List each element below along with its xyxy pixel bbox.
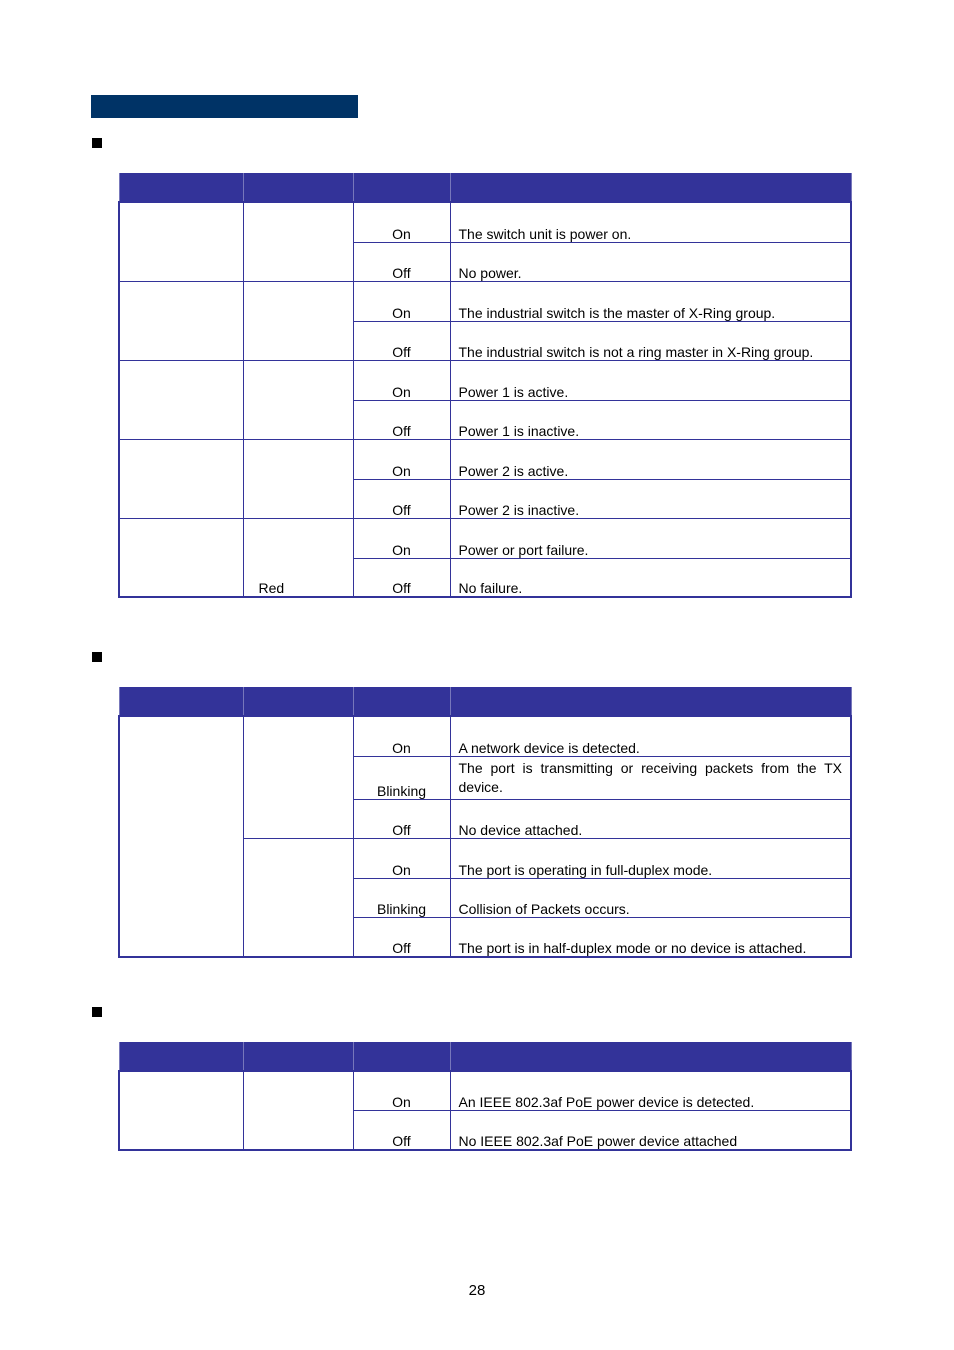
port-led-table [118,687,852,958]
description-cell: The switch unit is power on. [450,202,851,242]
bullet-square-icon [92,652,102,662]
section-heading-bar [91,95,358,118]
page-number: 28 [468,1282,486,1299]
table-row [119,518,851,558]
table-row [119,1071,851,1110]
state-cell: Off [353,1110,450,1150]
description-cell: Power 1 is active. [450,360,851,400]
state-cell: Off [353,479,450,518]
state-cell: On [353,1071,450,1110]
state-cell: On [353,716,450,756]
led-color-cell [243,1071,353,1150]
table-row [119,716,851,756]
bullet-square-icon [92,1007,102,1017]
description-cell: The port is transmitting or receiving packets from the TX device. [450,756,851,799]
description-cell: The port is in half-duplex mode or no device is attached. [450,917,851,957]
poe-led-table [118,1042,852,1151]
state-cell: On [353,518,450,558]
bullet-square-icon [92,138,102,148]
table-header-row [119,687,851,716]
led-name-cell [119,1071,243,1150]
table-row [119,360,851,400]
description-cell: The port is operating in full-duplex mode. [450,838,851,878]
state-cell: On [353,439,450,479]
led-color-cell [243,439,353,518]
state-cell: Blinking [353,756,450,799]
description-cell: No IEEE 802.3af PoE power device attached [450,1110,851,1150]
led-name-cell [119,281,243,360]
description-cell: Power 2 is active. [450,439,851,479]
state-cell: Off [353,799,450,838]
led-color-cell: Red [243,518,353,597]
description-cell: A network device is detected. [450,716,851,756]
led-color-cell [243,360,353,439]
state-cell: On [353,202,450,242]
state-cell: On [353,281,450,321]
led-name-cell [119,202,243,281]
led-color-cell [243,281,353,360]
state-cell: On [353,360,450,400]
state-cell: Off [353,321,450,360]
state-cell: Off [353,558,450,597]
description-cell: No power. [450,242,851,281]
table-header-row [119,1042,851,1071]
description-cell: Power 1 is inactive. [450,400,851,439]
description-cell: No device attached. [450,799,851,838]
state-cell: Off [353,917,450,957]
table-header-row [119,173,851,202]
table-row [119,202,851,242]
description-cell: Power 2 is inactive. [450,479,851,518]
system-led-table [118,173,852,598]
state-cell: On [353,838,450,878]
description-cell: The industrial switch is not a ring master in X-Ring group. [450,321,851,360]
led-color-cell [243,716,353,838]
table-row [119,439,851,479]
led-name-cell [119,439,243,518]
description-cell: No failure. [450,558,851,597]
table-row [119,281,851,321]
state-cell: Off [353,242,450,281]
led-name-cell [119,518,243,597]
description-cell: An IEEE 802.3af PoE power device is detected. [450,1071,851,1110]
description-cell: The industrial switch is the master of X-Ring group. [450,281,851,321]
description-cell: Power or port failure. [450,518,851,558]
description-cell: Collision of Packets occurs. [450,878,851,917]
led-name-cell [119,716,243,957]
state-cell: Off [353,400,450,439]
led-name-cell [119,360,243,439]
led-color-cell [243,838,353,957]
led-color-cell [243,202,353,281]
state-cell: Blinking [353,878,450,917]
